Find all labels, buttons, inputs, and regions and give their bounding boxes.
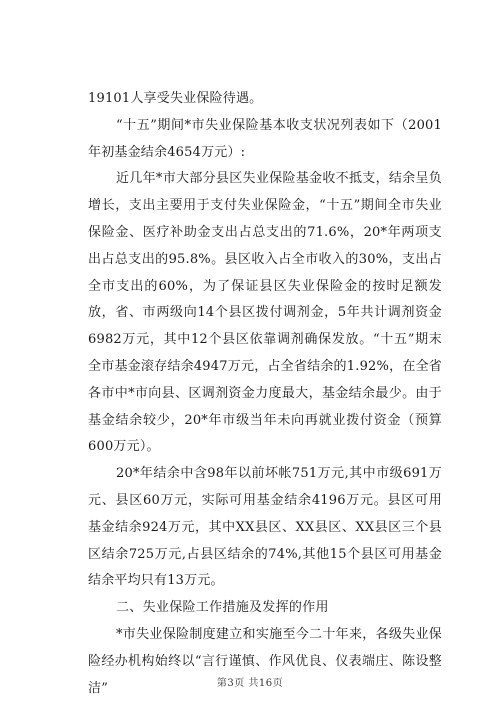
paragraph-table-intro: “十五”期间*市失业保险基本收支状况列表如下（2001年初基金结余4654万元）: (88, 117, 442, 160)
page-number-footer: 第3页 共16页 (216, 678, 284, 689)
paragraph-institutions: *市失业保险制度建立和实施至今二十年来，各级失业保险经办机构始终以“言行谨慎、作风优良、仪表端庄、陈设整洁” (88, 626, 442, 696)
paragraph-beneficiaries: 19101人享受失业保险待遇。 (88, 91, 263, 106)
paragraph-fund-balance: 20*年结余中含98年以前坏帐751万元,其中市级691万元、县区60万元，实际可用基金结余4196万元。县区可用基金结余924万元，其中XX县区、XX县区、XX县区三个县区结余725万元,占县区结余的74%,其他15个县区可用基金结余平均只有13万元。 (88, 466, 442, 589)
section-heading: 二、失业保险工作措施及发挥的作用 (116, 600, 329, 616)
document-body (88, 86, 442, 702)
paragraph-fund-deficit: 近几年*市大部分县区失业保险基金收不抵支，结余呈负增长，支出主要用于支付失业保险金，“十五”期间全市失业保险金、医疗补助金支出占总支出的71.6%，20*年两项支出占总支出的95.8%。县区收入占全市收入的30%，支出占全市支出的60%，为了保证县区失业保险金的按时足额发放，省、市两级向14个县区拨付调剂金，5年共计调剂资金6982万元，其中12个县区依靠调剂确保发放。“十五”期末全市基金滚存结余4947万元，占全省结余的1.92%，在全省各市中*市向县、区调剂资金力度最大，基金结余最少。由于基金结余较少，20*年市级当年未向再就业拨付资金（预算600万元）。 (88, 171, 442, 455)
